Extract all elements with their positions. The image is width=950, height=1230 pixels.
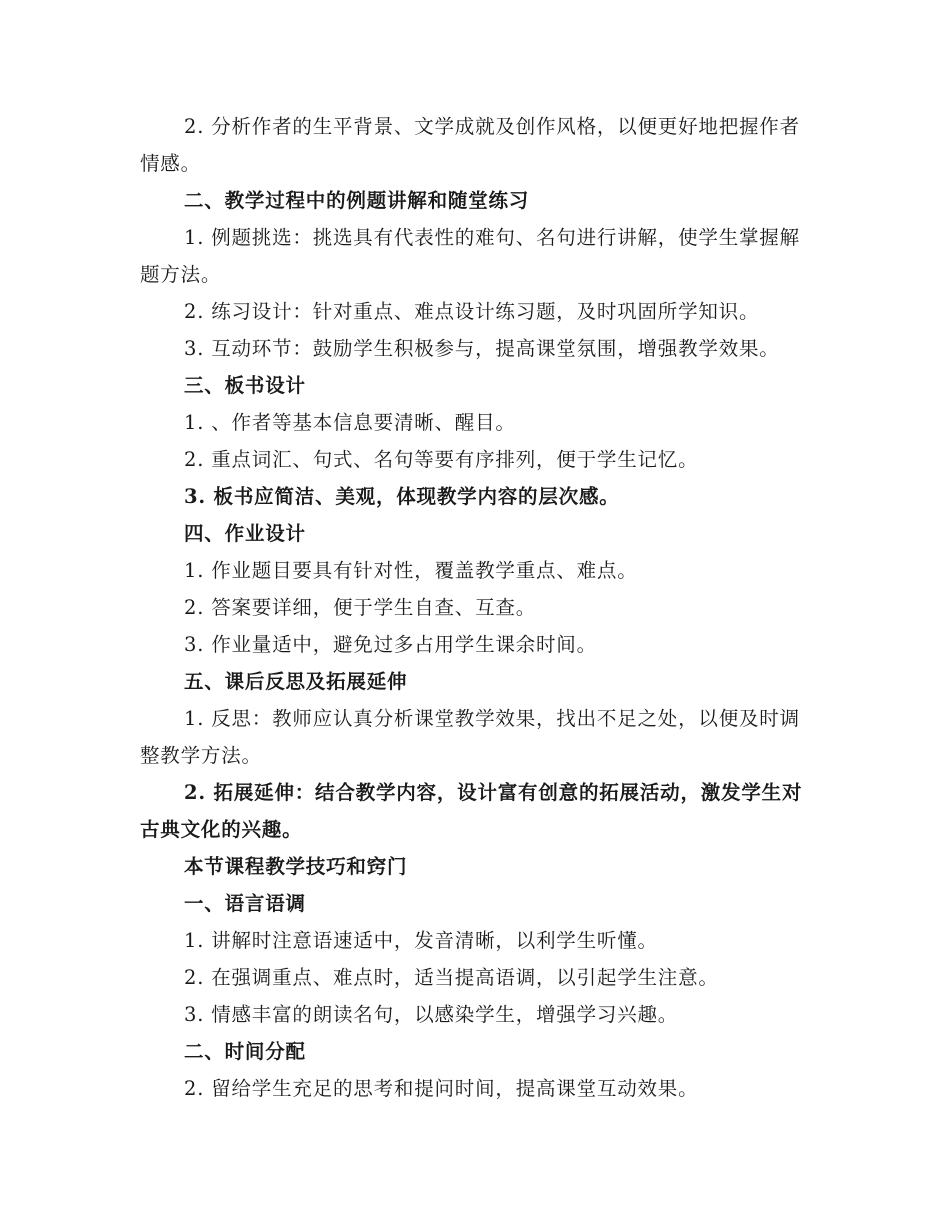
paragraph-11: 1. 作业题目要具有针对性，覆盖教学重点、难点。 <box>184 559 638 582</box>
paragraph-7: 1. 、作者等基本信息要清晰、醒目。 <box>184 411 516 434</box>
paragraph-19: 1. 讲解时注意语速适中，发音清晰，以利学生听懂。 <box>184 929 658 952</box>
section-heading-tone: 一、语言语调 <box>184 892 306 915</box>
paragraph-5: 3. 互动环节：鼓励学生积极参与，提高课堂氛围，增强教学效果。 <box>184 337 780 360</box>
paragraph-21: 3. 情感丰富的朗读名句，以感染学生，增强学习兴趣。 <box>184 1003 679 1026</box>
document-page <box>140 108 812 1107</box>
section-heading-4: 四、作业设计 <box>184 522 306 545</box>
paragraph-15: 1. 反思：教师应认真分析课堂教学效果，找出不足之处，以便及时调整教学方法。 <box>140 707 800 767</box>
paragraph-3: 1. 例题挑选：挑选具有代表性的难句、名句进行讲解，使学生掌握解题方法。 <box>140 226 800 286</box>
paragraph-20: 2. 在强调重点、难点时，适当提高语调，以引起学生注意。 <box>184 966 719 989</box>
paragraph-16: 2. 拓展延伸：结合教学内容，设计富有创意的拓展活动，激发学生对古典文化的兴趣。 <box>140 781 803 841</box>
paragraph-12: 2. 答案要详细，便于学生自查、互查。 <box>184 596 537 619</box>
paragraph-9: 3. 板书应简洁、美观，体现教学内容的层次感。 <box>184 485 620 508</box>
paragraph-8: 2. 重点词汇、句式、名句等要有序排列，便于学生记忆。 <box>184 448 699 471</box>
paragraph-4: 2. 练习设计：针对重点、难点设计练习题，及时巩固所学知识。 <box>184 300 760 323</box>
section-heading-2: 二、教学过程中的例题讲解和随堂练习 <box>184 189 530 212</box>
paragraph-23: 2. 留给学生充足的思考和提问时间，提高课堂互动效果。 <box>184 1077 699 1100</box>
section-heading-5: 五、课后反思及拓展延伸 <box>184 670 408 693</box>
section-heading-time: 二、时间分配 <box>184 1040 306 1063</box>
section-heading-3: 三、板书设计 <box>184 374 306 397</box>
paragraph-1: 2. 分析作者的生平背景、文学成就及创作风格，以便更好地把握作者情感。 <box>140 115 800 175</box>
paragraph-13: 3. 作业量适中，避免过多占用学生课余时间。 <box>184 633 597 656</box>
section-title-techniques: 本节课程教学技巧和窍门 <box>184 855 408 878</box>
